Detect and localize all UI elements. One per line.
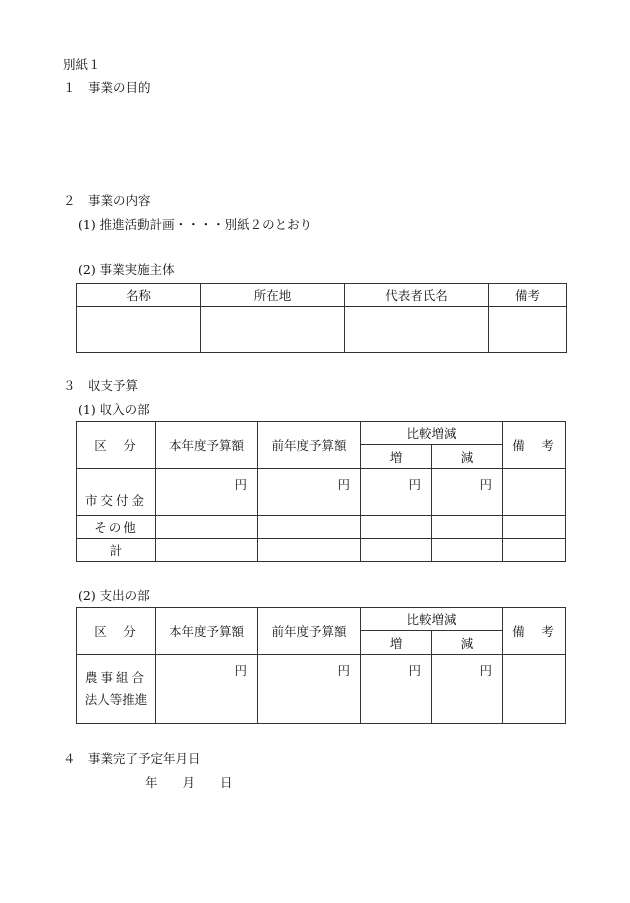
expense-header-comparison: 比較増減: [361, 608, 503, 631]
section-3-title: ３ 収支予算: [63, 378, 139, 393]
cell-address[interactable]: [201, 307, 345, 353]
income-row-city-grant: 市交付金: [77, 469, 156, 516]
income-header-remarks: 備 考: [503, 422, 566, 469]
income-row-total: 計: [77, 539, 156, 562]
income-cell[interactable]: [361, 539, 432, 562]
expense-unit: 円: [432, 655, 503, 724]
implementing-body-table: [76, 283, 567, 353]
header-address: 所在地: [201, 284, 345, 307]
expense-cell[interactable]: [503, 655, 566, 724]
income-header-decrease: 減: [432, 445, 503, 469]
expense-header-decrease: 減: [432, 631, 503, 655]
expense-header-this-year: 本年度予算額: [156, 608, 258, 655]
income-cell[interactable]: [156, 539, 258, 562]
income-header-comparison: 比較増減: [361, 422, 503, 445]
income-cell[interactable]: [432, 516, 503, 539]
expense-unit: 円: [156, 655, 258, 724]
expense-header-increase: 増: [361, 631, 432, 655]
income-cell[interactable]: [258, 516, 361, 539]
section-2-item-2: (2) 事業実施主体: [78, 262, 175, 277]
section-2-item-1: (1) 推進活動計画・・・・別紙２のとおり: [78, 217, 313, 232]
header-representative: 代表者氏名: [345, 284, 489, 307]
income-unit: 円: [156, 469, 258, 516]
header-remarks: 備考: [489, 284, 567, 307]
cell-remarks[interactable]: [489, 307, 567, 353]
income-cell[interactable]: [432, 539, 503, 562]
income-header-category: 区 分: [77, 422, 156, 469]
income-unit: 円: [432, 469, 503, 516]
expense-row-label-line2: 法人等推進: [84, 692, 148, 707]
expense-unit: 円: [361, 655, 432, 724]
income-header-increase: 増: [361, 445, 432, 469]
income-cell[interactable]: [503, 516, 566, 539]
expense-row-label-line1: 農事組合: [84, 670, 147, 685]
expense-unit: 円: [258, 655, 361, 724]
income-title: (1) 収入の部: [78, 402, 150, 417]
expense-header-prev-year: 前年度予算額: [258, 608, 361, 655]
income-row-other: その他: [77, 516, 156, 539]
expense-row-label: [77, 655, 156, 724]
cell-name[interactable]: [77, 307, 201, 353]
attachment-label: 別紙１: [63, 57, 101, 72]
section-4-title: ４ 事業完了予定年月日: [63, 751, 201, 766]
income-unit: 円: [361, 469, 432, 516]
income-unit: 円: [258, 469, 361, 516]
expense-header-category: 区 分: [77, 608, 156, 655]
header-name: 名称: [77, 284, 201, 307]
section-2-title: ２ 事業の内容: [63, 193, 151, 208]
income-cell[interactable]: [258, 539, 361, 562]
income-cell[interactable]: [503, 539, 566, 562]
expense-header-remarks: 備 考: [503, 608, 566, 655]
income-cell[interactable]: [156, 516, 258, 539]
expense-title: (2) 支出の部: [78, 588, 150, 603]
income-header-this-year: 本年度予算額: [156, 422, 258, 469]
expense-table: [76, 607, 566, 724]
income-header-prev-year: 前年度予算額: [258, 422, 361, 469]
income-cell[interactable]: [361, 516, 432, 539]
completion-date: 年 月 日: [145, 775, 233, 790]
income-cell[interactable]: [503, 469, 566, 516]
income-table: [76, 421, 566, 562]
section-1-title: １ 事業の目的: [63, 80, 151, 95]
cell-representative[interactable]: [345, 307, 489, 353]
